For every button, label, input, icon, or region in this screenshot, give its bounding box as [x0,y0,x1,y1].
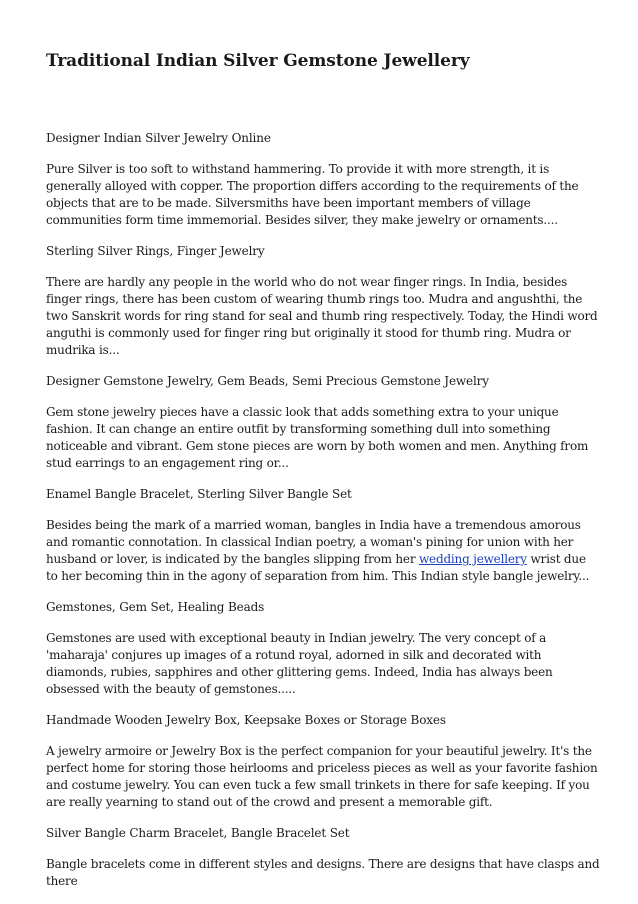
section-1 [46,130,600,229]
section-heading: Gemstones, Gem Set, Healing Beads [46,600,265,614]
wedding-jewellery-link[interactable]: wedding jewellery [418,552,527,566]
section-body: Gem stone jewelry pieces have a classic look that adds something extra to your unique fashion. It can change an entire outfit by transforming something dull into something noticeable and vibrant. Gem stone pieces are worn by both women and men. Anything from stud earrings to an engagement ring or... [46,405,589,470]
section-body-text: Besides being the mark of a married woman, bangles in India have a tremendous amorous and romantic connotation. In classical Indian poetry, a woman's pining for union with her husband or lover, is indicated by the bangles slipping from her [46,518,581,566]
section-3 [46,373,600,472]
section-2 [46,243,600,359]
section-6 [46,712,600,811]
section-body-text: wrist due to her becoming thin in the agony of separation from him. This Indian style bangle jewelry... [46,552,590,583]
section-body: There are hardly any people in the world who do not wear finger rings. In India, besides finger rings, there has been custom of wearing thumb rings too. Mudra and angushthi, the two Sanskrit words for ring stand for seal and thumb ring respectively. Today, the Hindi word anguthi is commonly used for finger ring but originally it stood for thumb ring. Mudra or mudrika is... [46,275,598,357]
section-7 [46,825,600,890]
section-body [46,517,600,585]
section-heading: Designer Indian Silver Jewelry Online [46,131,271,145]
section-heading: Enamel Bangle Bracelet, Sterling Silver Bangle Set [46,487,352,501]
section-heading: Handmade Wooden Jewelry Box, Keepsake Boxes or Storage Boxes [46,713,446,727]
section-heading: Designer Gemstone Jewelry, Gem Beads, Semi Precious Gemstone Jewelry [46,374,489,388]
section-5 [46,599,600,698]
section-4 [46,486,600,585]
section-body: Pure Silver is too soft to withstand hammering. To provide it with more strength, it is generally alloyed with copper. The proportion differs according to the requirements of the objects that are to be made. Silversmiths have been important members of village communities form time immemorial. Besides silver, they make jewelry or ornaments.... [46,162,579,227]
page-title: Traditional Indian Silver Gemstone Jewellery [46,51,470,71]
section-heading: Silver Bangle Charm Bracelet, Bangle Bracelet Set [46,826,350,840]
section-body: A jewelry armoire or Jewelry Box is the perfect companion for your beautiful jewelry. It's the perfect home for storing those heirlooms and priceless pieces as well as your favorite fashion and costume jewelry. You can even tuck a few small trinkets in there for safe keeping. If you are really yearning to stand out of the crowd and present a memorable gift. [46,744,598,809]
section-body: Bangle bracelets come in different styles and designs. There are designs that have clasps and there [46,857,600,888]
document-page [46,50,600,904]
section-body: Gemstones are used with exceptional beauty in Indian jewelry. The very concept of a 'maharaja' conjures up images of a rotund royal, adorned in silk and decorated with diamonds, rubies, sapphires and other glittering gems. Indeed, India has always been obsessed with the beauty of gemstones..... [46,631,553,696]
section-heading: Sterling Silver Rings, Finger Jewelry [46,244,265,258]
